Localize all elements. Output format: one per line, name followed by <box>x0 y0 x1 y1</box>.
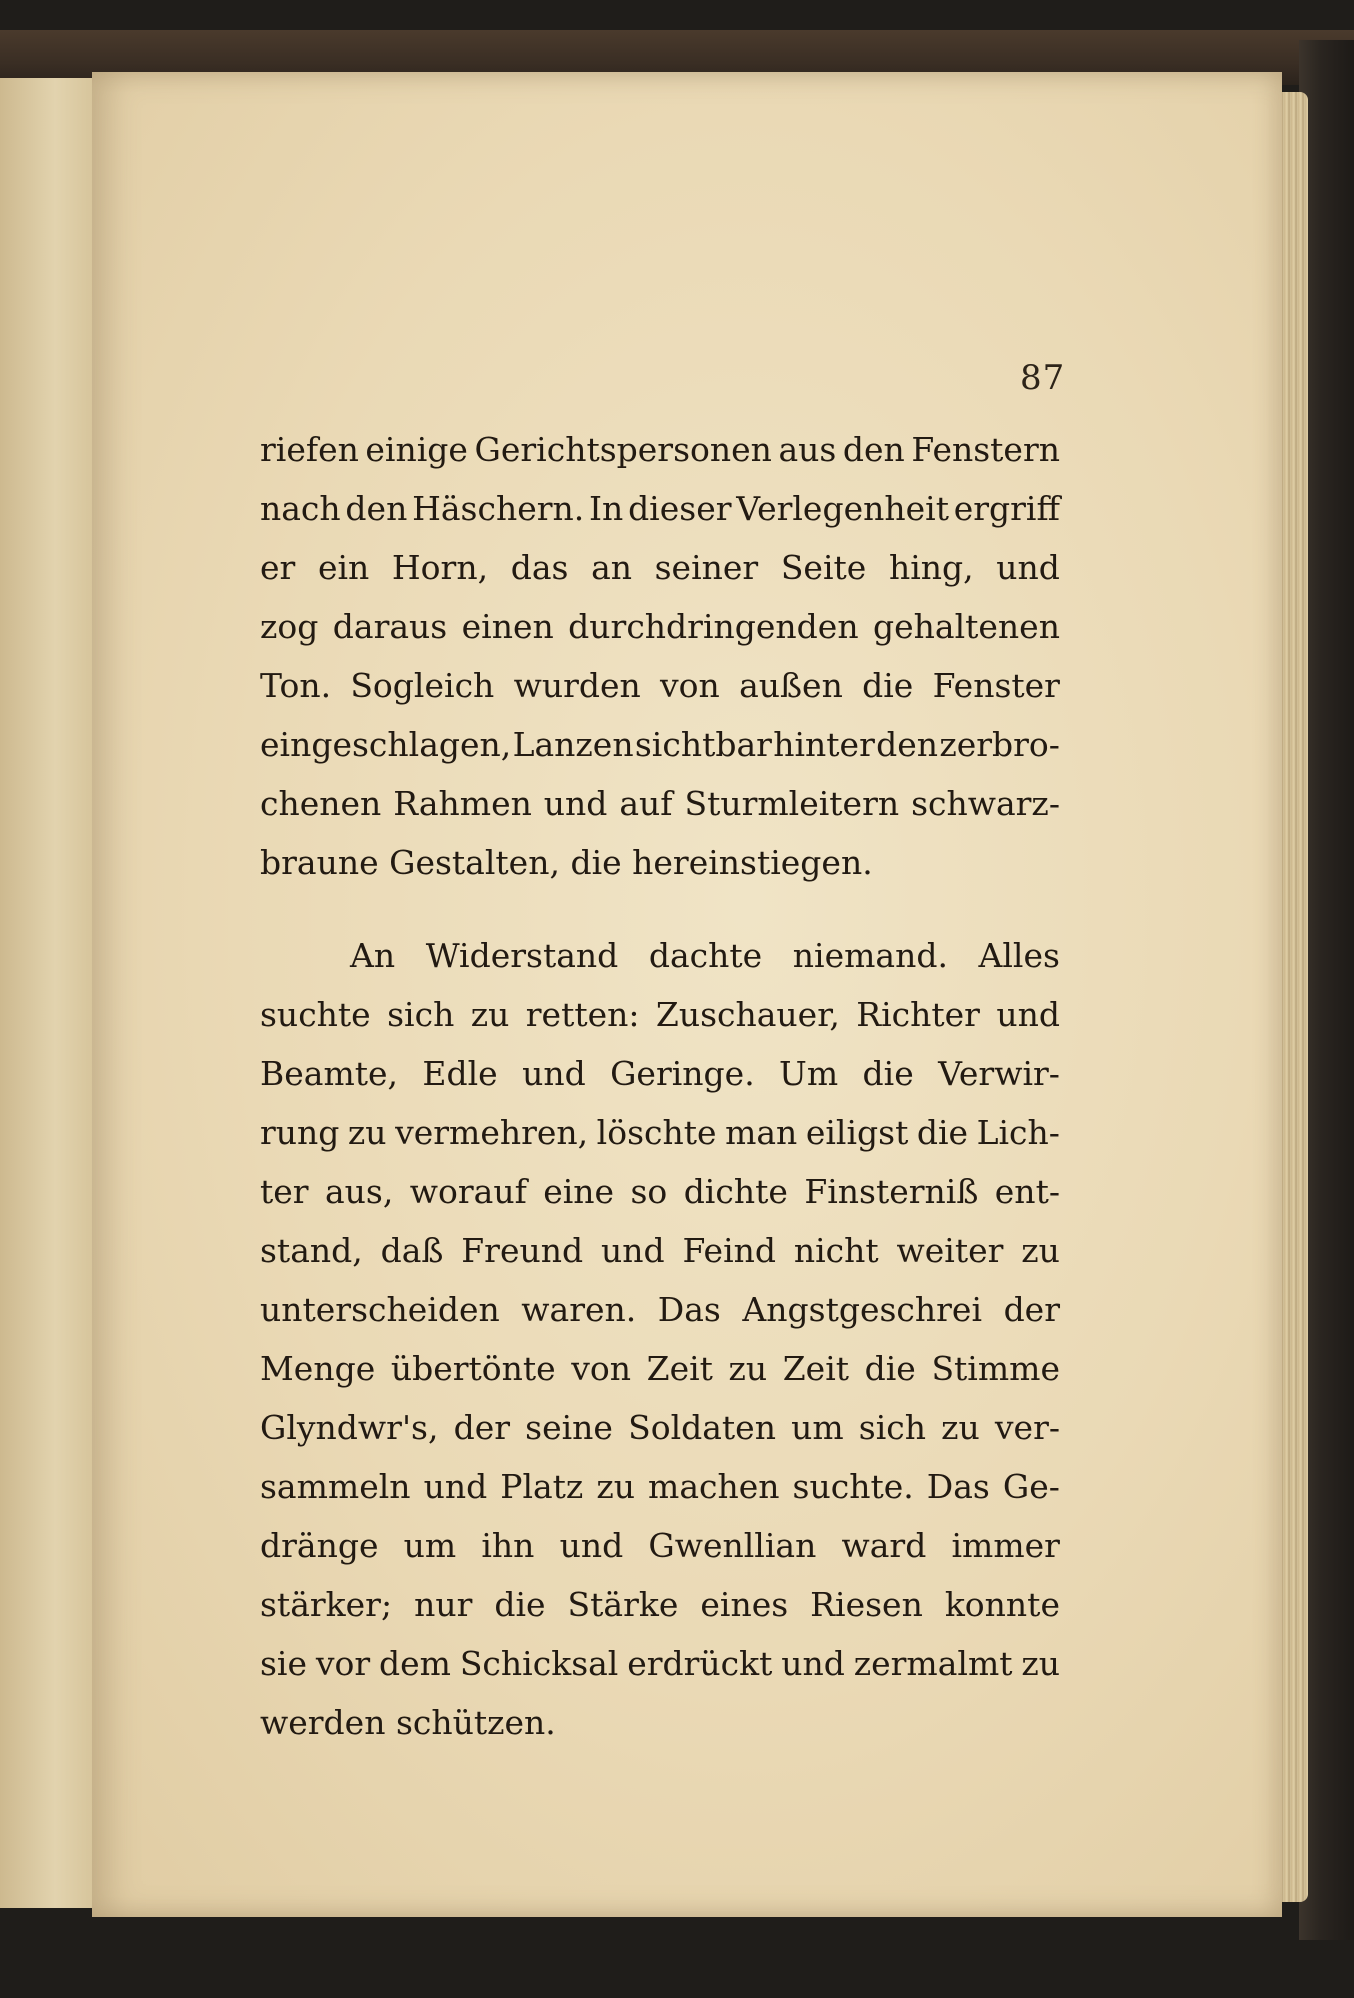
text-line: Glyndwr's, der seine Soldaten um sich zu ver- <box>260 1408 1060 1447</box>
text-line: Ton. Sogleich wurden von außen die Fenster <box>260 666 1060 705</box>
page-number: 87 <box>1020 358 1066 398</box>
text-line: unterscheiden waren. Das Angstgeschrei der <box>260 1290 1060 1329</box>
text-line: nach den Häschern. In dieser Verlegenheit ergriff <box>260 489 1060 528</box>
text-line: ter aus, worauf eine so dichte Finsterniß ent- <box>260 1172 1060 1211</box>
text-line: sammeln und Platz zu machen suchte. Das Ge- <box>260 1467 1060 1506</box>
text-line: braune Gestalten, die hereinstiegen. <box>260 843 873 882</box>
text-line: werden schützen. <box>260 1703 556 1742</box>
facing-page-edge <box>0 78 94 1908</box>
paragraph <box>260 926 1060 1752</box>
text-line: sie vor dem Schicksal erdrückt und zermalmt zu <box>260 1644 1060 1683</box>
text-line: riefen einige Gerichtspersonen aus den Fenstern <box>260 430 1060 469</box>
text-line: Beamte, Edle und Geringe. Um die Verwir- <box>260 1054 1060 1093</box>
page-text <box>260 420 1060 1752</box>
paragraph <box>260 420 1060 892</box>
text-line: An Widerstand dachte niemand. Alles <box>350 936 1060 975</box>
text-line: Menge übertönte von Zeit zu Zeit die Stimme <box>260 1349 1060 1388</box>
text-line: suchte sich zu retten: Zuschauer, Richter und <box>260 995 1060 1034</box>
text-line: zog daraus einen durchdringenden gehaltenen <box>260 607 1060 646</box>
text-line: er ein Horn, das an seiner Seite hing, und <box>260 548 1060 587</box>
text-line: rung zu vermehren, löschte man eiligst die Lich- <box>260 1113 1060 1152</box>
text-line: chenen Rahmen und auf Sturmleitern schwarz- <box>260 784 1060 823</box>
text-line: stand, daß Freund und Feind nicht weiter zu <box>260 1231 1060 1270</box>
text-line: stärker; nur die Stärke eines Riesen konnte <box>260 1585 1060 1624</box>
book-page <box>92 72 1282 1917</box>
text-line: eingeschlagen, Lanzen sichtbar hinter den zerbro- <box>260 725 1060 764</box>
text-line: dränge um ihn und Gwenllian ward immer <box>260 1526 1060 1565</box>
